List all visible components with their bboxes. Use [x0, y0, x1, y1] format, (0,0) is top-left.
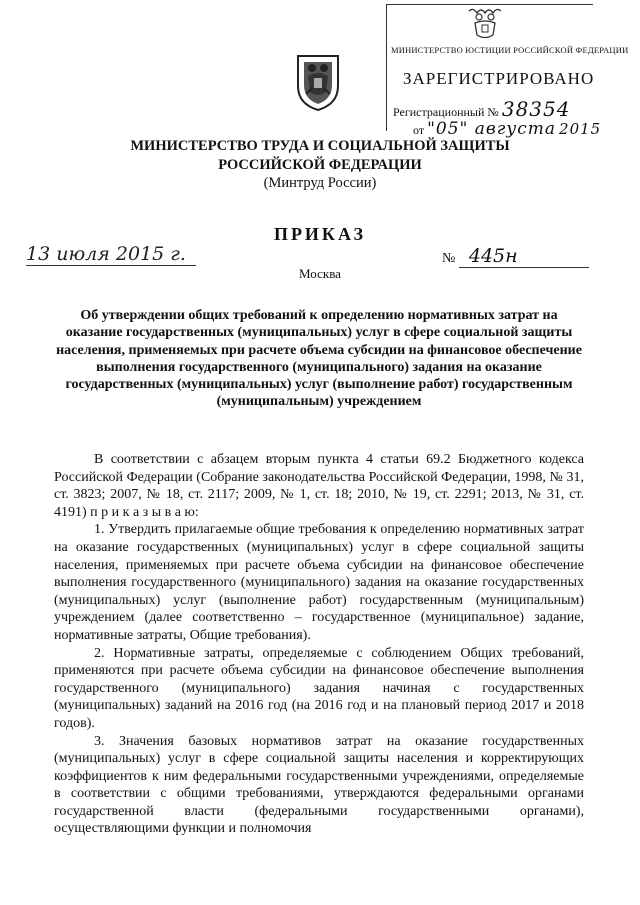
ministry-name-line2: РОССИЙСКОЙ ФЕДЕРАЦИИ — [218, 157, 422, 173]
order-number-label: № — [442, 251, 456, 266]
stamp-year: 2015 — [559, 120, 602, 138]
stamp-reg-number: 38354 — [501, 97, 571, 121]
order-number: 445н — [459, 245, 589, 268]
order-subject: Об утверждении общих требований к определению нормативных затрат на оказание государственных (муниципальных) услуг в сфере социальной защиты населения, применяемых при расчете объема субсидии на финансовое обеспечение выполнения государственного (муниципального) задания на оказание государственных (муниципальных) услуг (выполнение работ) государственным (муниципальным) учреждением — [56, 308, 582, 410]
stamp-registered-label: ЗАРЕГИСТРИРОВАНО — [403, 69, 595, 88]
body-preamble: В соответствии с абзацем вторым пункта 4 статьи 69.2 Бюджетного кодекса Российской Федерации (Собрание законодательства Российской Федерации, 1998, № 31, ст. 3823; 2007, № 18, ст. 2117; 2009, № 1, ст. 18; 2010, № 19, ст. 2291; 2013, № 31, ст. 4191) п р и к а з ы в а ю: — [54, 452, 584, 520]
stamp-ministry-name: МИНИСТЕРСТВО ЮСТИЦИИ РОССИЙСКОЙ ФЕДЕРАЦИИ — [391, 45, 629, 55]
order-title: ПРИКАЗ — [273, 224, 367, 244]
body-item-2: 2. Нормативные затраты, определяемые с соблюдением Общих требований, применяются при расчете объема субсидии на финансовое обеспечение выполнения государственного (муниципального) задания начиная с государственных (муниципальных) заданий на 2016 год (на 2016 год и на плановый период 2017 и 2018 годов). — [54, 645, 584, 731]
stamp-emblem — [463, 5, 507, 48]
ministry-short-name: (Минтруд России) — [263, 175, 377, 191]
stamp-reg-label: Регистрационный № — [393, 105, 499, 119]
body-item-3: 3. Значения базовых нормативов затрат на оказание государственных (муниципальных) услуг в сфере социальной защиты населения и корректирующих коэффициентов к ним федеральными государственными учреждениями, определяемые в соответствии с общими требованиями, утверждаются федеральными органами государственной власти (федеральными государственными органами), осуществляющими функции и полномочия — [54, 733, 584, 837]
order-date: 13 июля 2015 г. — [26, 243, 196, 266]
stamp-date-handwritten: "05" августа — [427, 119, 557, 139]
registration-stamp — [386, 4, 629, 139]
order-city: Москва — [299, 266, 341, 281]
ministry-name-line1: МИНИСТЕРСТВО ТРУДА И СОЦИАЛЬНОЙ ЗАЩИТЫ — [130, 138, 510, 154]
order-body — [54, 451, 584, 838]
stamp-date-prefix: от — [413, 123, 425, 137]
stamp-date-line — [413, 119, 601, 139]
body-item-1: 1. Утвердить прилагаемые общие требования к определению нормативных затрат на оказание государственных (муниципальных) услуг в сфере социальной защиты населения, применяемых при расчете объема субсидии на финансовое обеспечение выполнения государственного (муниципального) задания на оказание государственных (муниципальных) услуг (выполнение работ) государственным (муниципальным) учреждением (далее соответственно – государственное (муниципальное) задание, нормативные затраты, Общие требования). — [54, 522, 584, 643]
stamp-registration-line — [393, 97, 570, 121]
order-number-line — [442, 245, 589, 268]
state-emblem — [290, 48, 346, 117]
